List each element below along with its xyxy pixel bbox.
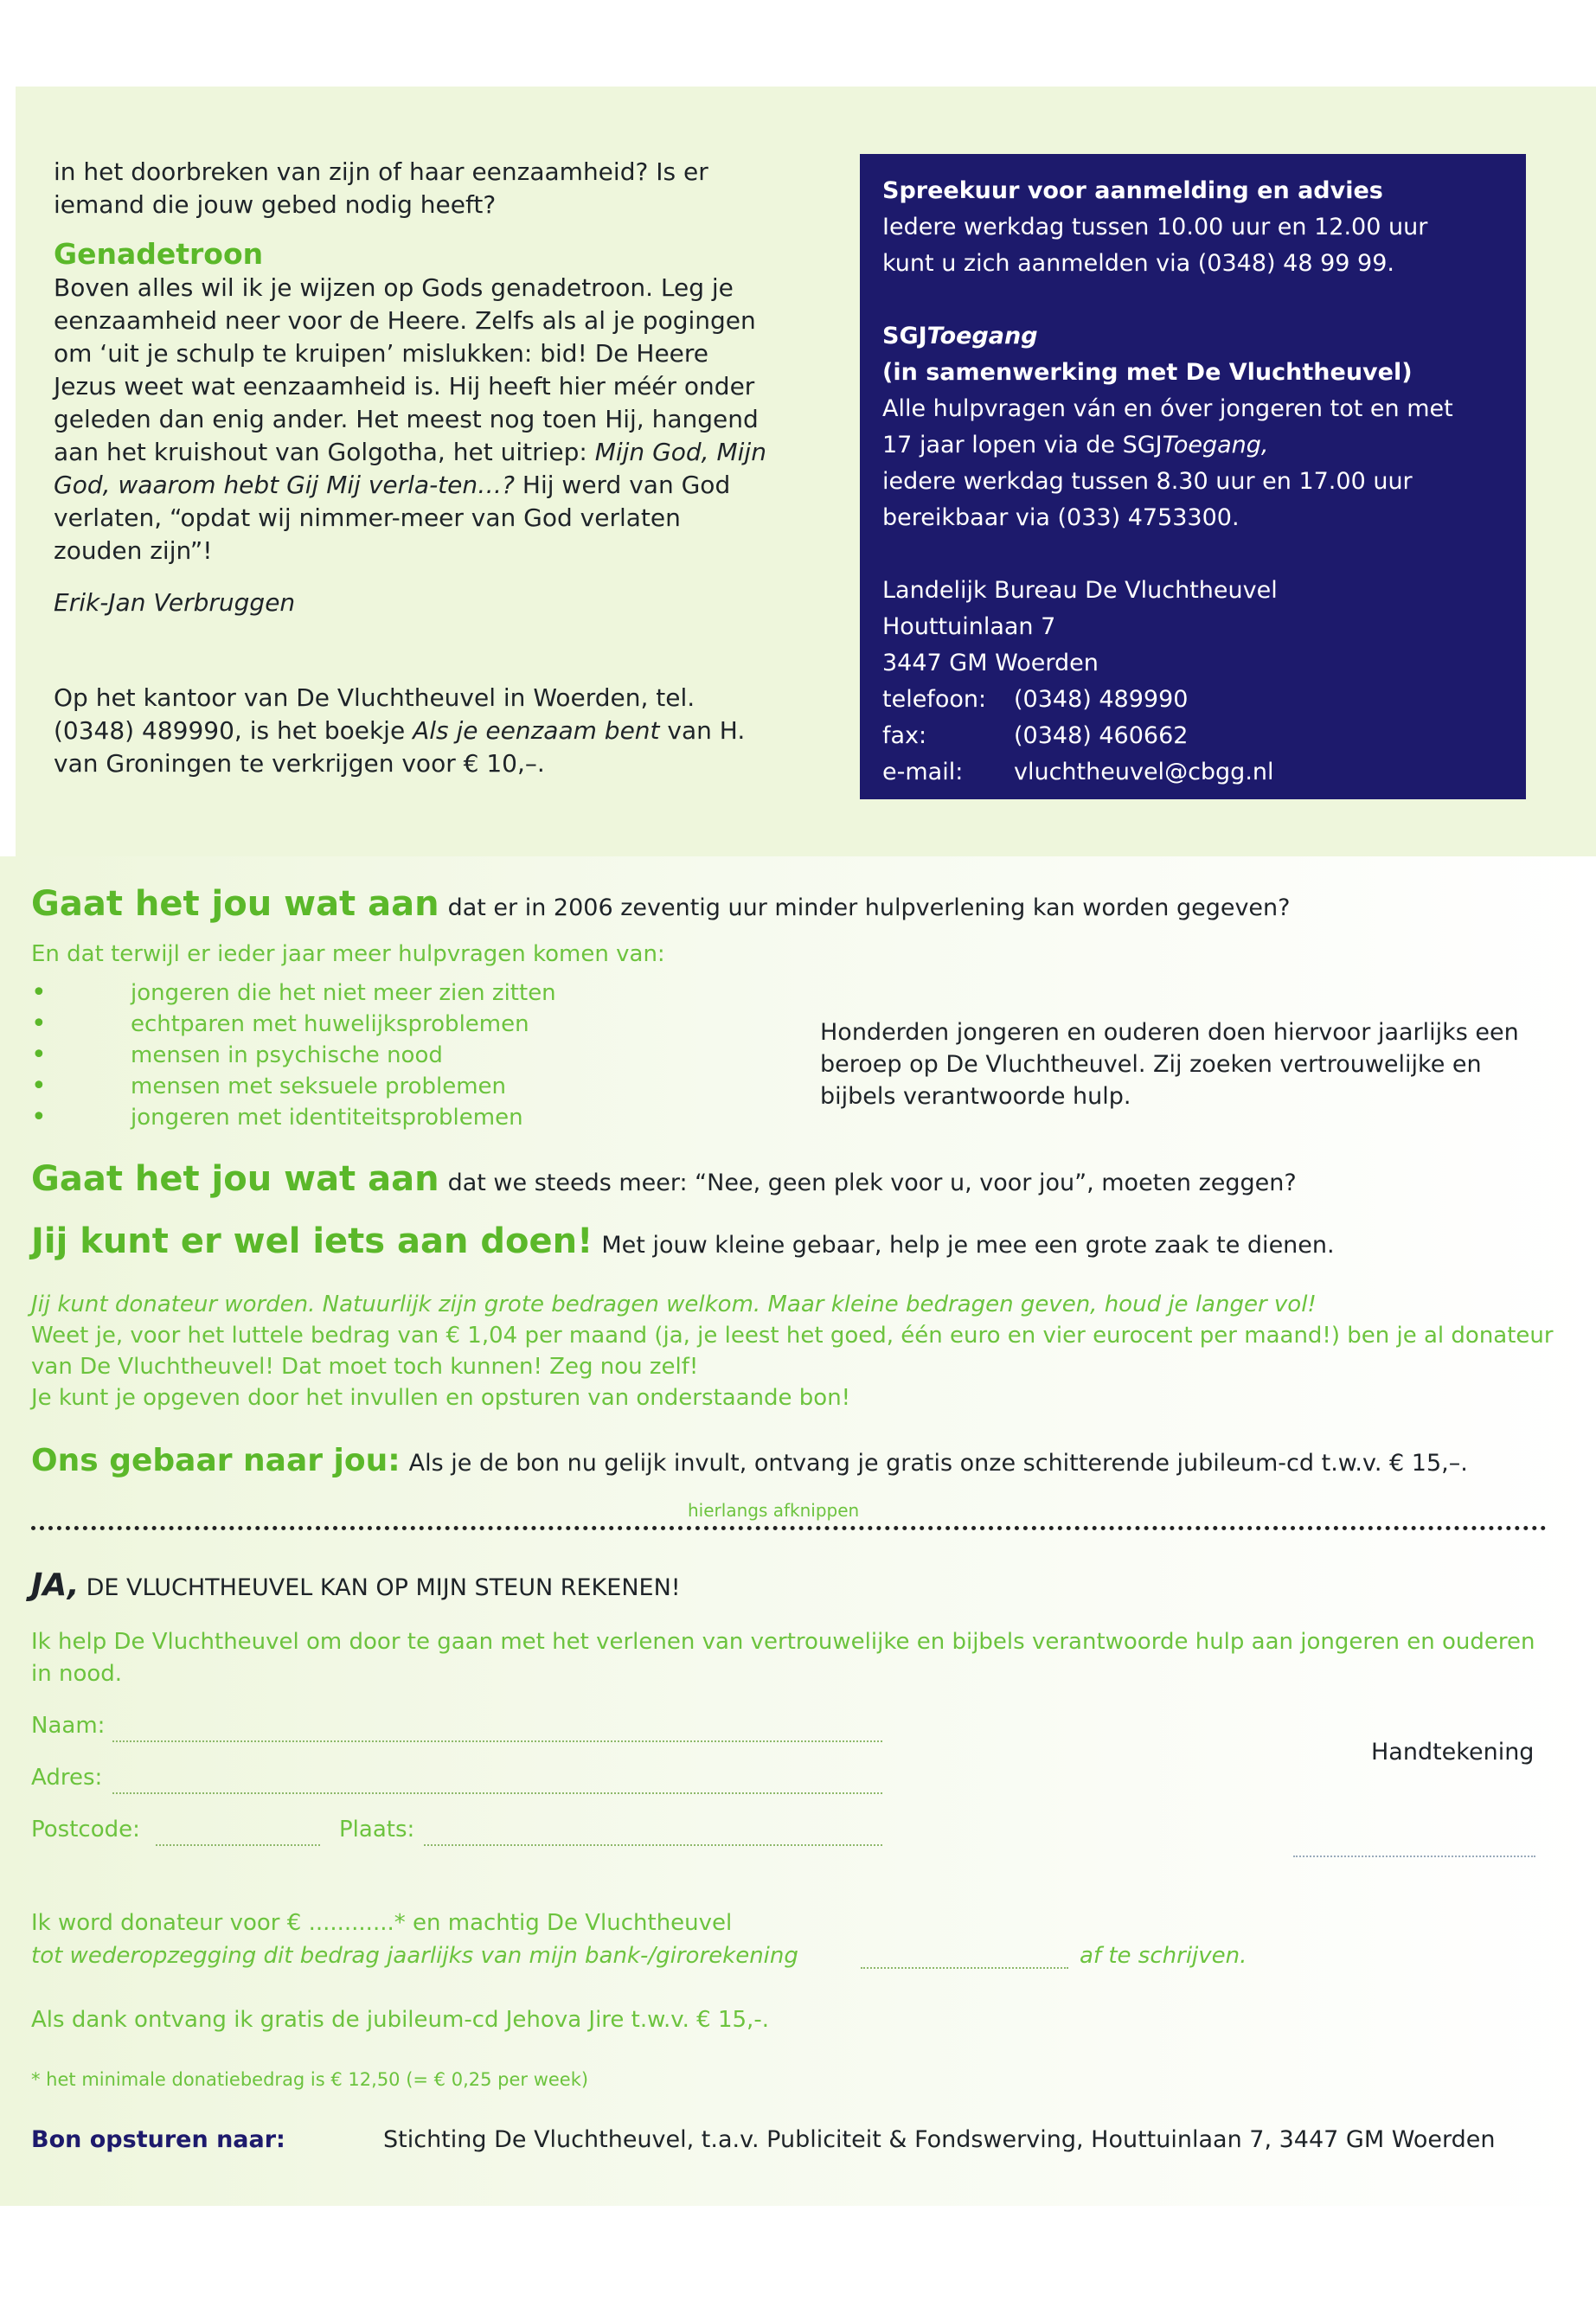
coupon-heading: JA, DE VLUCHTHEUVEL KAN OP MIJN STEUN REKENEN!	[31, 1567, 681, 1603]
appeal-line-3: Jij kunt er wel iets aan doen! Met jouw kleine gebaar, help je mee een grote zaak te dienen.	[31, 1221, 1335, 1261]
honderden-text: Honderden jongeren en ouderen doen hiervoor jaarlijks een beroep op De Vluchtheuvel. Zij zoeken vertrouwelijke en bijbels verantwoorde hulp.	[820, 1019, 1519, 1110]
bureau-city: 3447 GM Woerden	[882, 650, 1099, 676]
list-item: • mensen met seksuele problemen	[31, 1071, 507, 1101]
list-item: • mensen in psychische nood	[31, 1040, 443, 1070]
postcode-field[interactable]	[156, 1844, 320, 1846]
book-title: Als je eenzaam bent	[413, 716, 660, 745]
donateur-text: Jij kunt donateur worden. Natuurlijk zijn grote bedragen welkom. Maar kleine bedragen geven, houd je langer vol! Weet je, voor het luttele bedrag van € 1,04 per maand (ja, je leest het goed, één euro en vier eurocent per maand!) ben je al donateur van De Vluchtheuvel! Dat moet toch kunnen! Zeg nou zelf! Je kunt je opgeven door het invullen en opsturen van onderstaande bon!	[31, 1292, 1554, 1411]
address-field[interactable]	[112, 1792, 882, 1794]
cut-line	[31, 1526, 1547, 1530]
contact-phone: telefoon: (0348) 489990	[882, 686, 1189, 713]
signature-field[interactable]	[1293, 1856, 1535, 1857]
name-label: Naam:	[31, 1713, 106, 1739]
bureau-street: Houttuinlaan 7	[882, 613, 1056, 640]
sgj-heading: SGJToegang	[882, 323, 1038, 349]
need-list	[31, 977, 556, 1133]
appeal-line-2: Gaat het jou wat aan dat we steeds meer: “Nee, geen plek voor u, voor jou”, moeten zeggen?	[31, 1159, 1297, 1199]
contact-email: e-mail: vluchtheuvel@cbgg.nl	[882, 759, 1274, 785]
donor-line-3: af te schrijven.	[1080, 1943, 1247, 1969]
send-to-label: Bon opsturen naar:	[31, 2126, 285, 2153]
list-item: • jongeren met identiteitsproblemen	[31, 1102, 523, 1132]
signature-label: Handtekening	[1371, 1739, 1535, 1766]
list-item: • echtparen met huwelijksproblemen	[31, 1009, 529, 1039]
donor-line-1: Ik word donateur voor € ............* en machtig De Vluchtheuvel	[31, 1910, 733, 1936]
name-field[interactable]	[112, 1740, 882, 1742]
article-column	[54, 156, 772, 780]
city-field[interactable]	[424, 1844, 882, 1846]
info-box: Spreekuur voor aanmelding en advies Iedere werkdag tussen 10.00 uur en 12.00 uur kunt u zich aanmelden via (0348) 48 99 99. SGJToegang (in samenwerking met De Vluchtheuvel) Alle hulpvragen ván en óver jongeren tot en met 17 jaar lopen via de SGJToegang, iedere werkdag tussen 8.30 uur en 17.00 uur bereikbaar via (033) 4753300. Landelijk Bureau De Vluchtheuvel Houttuinlaan 7 3447 GM Woerden telefoon: (0348) 489990 fax: (0348) 460662 e-mail: vluchtheuvel@cbgg.nl	[860, 154, 1526, 799]
minimum-note: * het minimale donatiebedrag is € 12,50 (= € 0,25 per week)	[31, 2069, 589, 2090]
postcode-label: Postcode:	[31, 1817, 140, 1843]
appeal-line-1: Gaat het jou wat aan dat er in 2006 zeventig uur minder hulpverlening kan worden gegeven?	[31, 884, 1291, 924]
donor-line-2: tot wederopzegging dit bedrag jaarlijks van mijn bank-/girorekening	[31, 1943, 798, 1969]
send-to-address: Stichting De Vluchtheuvel, t.a.v. Publiciteit & Fondswerving, Houttuinlaan 7, 3447 GM Woerden	[383, 2126, 1496, 2153]
author-name: Erik-Jan Verbruggen	[54, 588, 296, 617]
office-note: Op het kantoor van De Vluchtheuvel in Woerden, tel. (0348) 489990, is het boekje Als je eenzaam bent van H. van Groningen te verkrijgen voor € 10,–.	[54, 683, 746, 778]
offer-line: Ons gebaar naar jou: Als je de bon nu gelijk invult, ontvang je gratis onze schitterende jubileum-cd t.w.v. € 15,–.	[31, 1443, 1468, 1478]
bureau-name: Landelijk Bureau De Vluchtheuvel	[882, 577, 1278, 604]
section-heading: Genadetroon	[54, 237, 264, 271]
bible-quote: Mijn God, Mijn God, waarom hebt Gij Mij verla-ten…?	[54, 438, 766, 499]
thanks-text: Als dank ontvang ik gratis de jubileum-cd Jehova Jire t.w.v. € 15,-.	[31, 2007, 769, 2033]
coupon-intro: Ik help De Vluchtheuvel om door te gaan met het verlenen van vertrouwelijke en bijbels verantwoorde hulp aan jongeren en ouderen in nood.	[31, 1629, 1535, 1687]
article-body: Boven alles wil ik je wijzen op Gods genadetroon. Leg je eenzaamheid neer voor de Heere. Zelfs als al je pogingen om ‘uit je schulp te kruipen’ mislukken: bid! De Heere Jezus weet wat eenzaamheid is. Hij heeft hier méér onder geleden dan enig ander. Het meest nog toen Hij, hangend aan het kruishout van Golgotha, het uitriep: Mijn God, Mijn God, waarom hebt Gij Mij verla-ten…? Hij werd van God verlaten, “opdat wij nimmer-meer van God verlaten zouden zijn”!	[54, 273, 766, 565]
cut-label: hierlangs afknippen	[688, 1500, 860, 1521]
list-intro: En dat terwijl er ieder jaar meer hulpvragen komen van:	[31, 941, 665, 967]
contact-fax: fax: (0348) 460662	[882, 722, 1189, 749]
address-label: Adres:	[31, 1765, 103, 1791]
city-label: Plaats:	[339, 1817, 415, 1843]
info-box-title: Spreekuur voor aanmelding en advies	[882, 177, 1383, 204]
account-field[interactable]	[861, 1967, 1068, 1969]
intro-text: in het doorbreken van zijn of haar eenzaamheid? Is er iemand die jouw gebed nodig heeft?	[54, 157, 708, 219]
list-item: • jongeren die het niet meer zien zitten	[31, 977, 556, 1008]
